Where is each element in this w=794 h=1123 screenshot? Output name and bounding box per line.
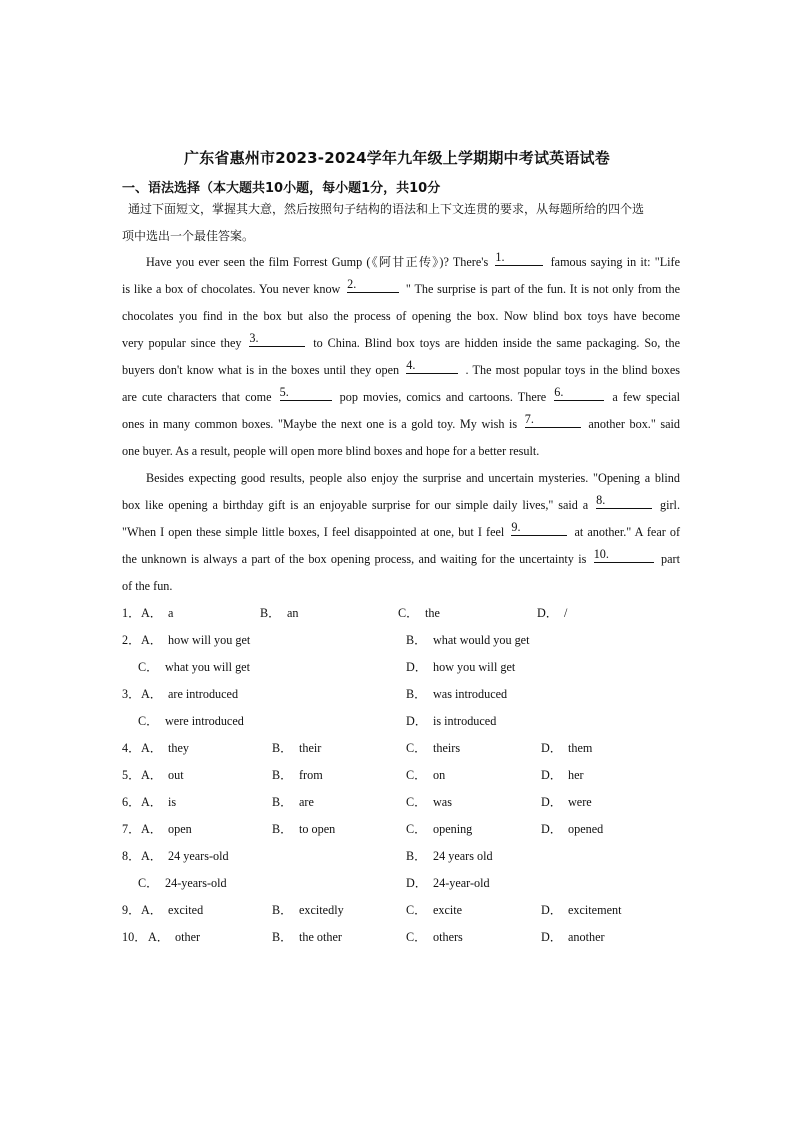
option-letter: D． xyxy=(406,876,427,890)
option-text: they xyxy=(168,741,189,755)
question-row xyxy=(0,627,794,654)
question-number: 1． xyxy=(122,606,141,620)
passage-text: another box." said xyxy=(588,417,681,431)
option-text: from xyxy=(299,768,323,782)
question-row xyxy=(0,789,794,816)
option-letter: D． xyxy=(541,768,562,782)
option-text: are xyxy=(299,795,314,809)
option-letter: B． xyxy=(260,606,281,620)
option-letter: C． xyxy=(138,660,159,674)
passage-line xyxy=(122,573,680,600)
question-number: 8． xyxy=(122,849,141,863)
passage-line xyxy=(122,276,680,303)
answer-blank: 6. xyxy=(554,385,604,401)
answer-blank: 10. xyxy=(594,547,654,563)
option-text: an xyxy=(287,606,299,620)
option-text: were introduced xyxy=(165,714,244,728)
option-text: others xyxy=(433,930,463,944)
option-letter: C． xyxy=(406,768,427,782)
option-letter: D． xyxy=(541,930,562,944)
instruction-line: 通过下面短文，掌握其大意，然后按照句子结构的语法和上下文连贯的要求，从每题所给的四个选 xyxy=(128,202,645,216)
option-letter: A． xyxy=(141,606,162,620)
passage-text: to China. Blind box toys are hidden inside the same packaging. So, the xyxy=(313,336,681,350)
passage-text: at another." A fear of xyxy=(574,525,681,539)
option-letter: D． xyxy=(541,795,562,809)
passage-text: Besides expecting good results, people also enjoy the surprise and uncertain mysteries. "Opening a blind xyxy=(146,471,680,485)
option-letter: C． xyxy=(406,795,427,809)
passage-line xyxy=(122,330,680,357)
option-letter: B． xyxy=(272,903,293,917)
option-letter: C． xyxy=(138,714,159,728)
option-letter: D． xyxy=(406,660,427,674)
question-row xyxy=(0,762,794,789)
passage-text: the unknown is always a part of the box opening process, and waiting for the uncertainty is xyxy=(122,552,587,566)
answer-blank: 9. xyxy=(511,520,567,536)
option-letter: B． xyxy=(272,768,293,782)
option-letter: B． xyxy=(406,687,427,701)
answer-blank: 5. xyxy=(280,385,332,401)
option-text: the xyxy=(425,606,440,620)
passage-line xyxy=(122,249,680,276)
passage-text: " The surprise is part of the fun. It is not only from the xyxy=(405,282,681,296)
option-letter: B． xyxy=(406,633,427,647)
passage-line xyxy=(122,546,680,573)
option-letter: B． xyxy=(272,741,293,755)
option-letter: A． xyxy=(141,768,162,782)
option-text: other xyxy=(175,930,201,944)
option-text: open xyxy=(168,822,192,836)
answer-blank: 1. xyxy=(495,250,543,266)
question-row xyxy=(0,708,794,735)
option-letter: C． xyxy=(406,741,427,755)
question-row xyxy=(0,870,794,897)
passage-line xyxy=(122,357,680,384)
option-text: are introduced xyxy=(168,687,239,701)
passage-line xyxy=(122,384,680,411)
option-letter: B． xyxy=(272,795,293,809)
passage-text: "When I open these simple little boxes, I feel disappointed at one, but I feel xyxy=(122,525,505,539)
option-text: a xyxy=(168,606,174,620)
passage-text: buyers don't know what is in the boxes until they open xyxy=(122,363,400,377)
option-text: 24 years-old xyxy=(168,849,229,863)
option-letter: A． xyxy=(141,822,162,836)
answer-blank: 3. xyxy=(249,331,305,347)
option-text: 24-years-old xyxy=(165,876,227,890)
option-letter: D． xyxy=(406,714,427,728)
option-letter: A． xyxy=(148,930,169,944)
answer-blank: 7. xyxy=(525,412,581,428)
passage-text: famous saying in it: "Life xyxy=(550,255,681,269)
question-row xyxy=(0,600,794,627)
option-text: them xyxy=(568,741,593,755)
option-letter: D． xyxy=(541,903,562,917)
passage-text: ones in many common boxes. "Maybe the next one is a gold toy. My wish is xyxy=(122,417,518,431)
option-text: what you will get xyxy=(165,660,250,674)
option-letter: C． xyxy=(138,876,159,890)
option-letter: A． xyxy=(141,687,162,701)
option-text: excite xyxy=(433,903,463,917)
answer-blank: 2. xyxy=(347,277,399,293)
option-text: how you will get xyxy=(433,660,516,674)
option-letter: A． xyxy=(141,849,162,863)
option-text: opening xyxy=(433,822,473,836)
passage-text: is like a box of chocolates. You never know xyxy=(122,282,341,296)
question-number: 3． xyxy=(122,687,141,701)
option-text: / xyxy=(564,606,568,620)
question-row xyxy=(0,816,794,843)
option-text: was introduced xyxy=(433,687,508,701)
passage-line xyxy=(122,411,680,438)
option-letter: C． xyxy=(406,822,427,836)
option-letter: C． xyxy=(406,930,427,944)
passage-line xyxy=(122,465,680,492)
option-text: their xyxy=(299,741,322,755)
option-text: her xyxy=(568,768,584,782)
option-letter: C． xyxy=(406,903,427,917)
option-letter: A． xyxy=(141,633,162,647)
option-text: is xyxy=(168,795,177,809)
passage-line xyxy=(122,492,680,519)
question-number: 4． xyxy=(122,741,141,755)
option-text: on xyxy=(433,768,446,782)
option-text: theirs xyxy=(433,741,461,755)
option-text: to open xyxy=(299,822,336,836)
passage-line xyxy=(122,303,680,330)
option-letter: C． xyxy=(398,606,419,620)
option-letter: A． xyxy=(141,903,162,917)
question-row xyxy=(0,924,794,951)
instruction-line: 项中选出一个最佳答案。 xyxy=(122,229,255,243)
option-text: was xyxy=(433,795,452,809)
passage-text: are cute characters that come xyxy=(122,390,272,404)
section-heading: 一、语法选择（本大题共10小题，每小题1分，共10分 xyxy=(122,181,441,196)
option-letter: B． xyxy=(272,822,293,836)
passage-text: chocolates you find in the box but also the process of opening the box. Now blind box toys have become xyxy=(122,309,680,323)
passage-line xyxy=(122,438,680,465)
option-letter: D． xyxy=(541,822,562,836)
question-row xyxy=(0,897,794,924)
option-text: what would you get xyxy=(433,633,530,647)
option-text: excitedly xyxy=(299,903,344,917)
option-letter: A． xyxy=(141,795,162,809)
passage-text: part xyxy=(661,552,680,566)
question-number: 7． xyxy=(122,822,141,836)
option-text: excited xyxy=(168,903,204,917)
option-text: out xyxy=(168,768,184,782)
question-number: 6． xyxy=(122,795,141,809)
passage-text: girl. xyxy=(660,498,680,512)
passage-line xyxy=(122,519,680,546)
option-text: opened xyxy=(568,822,604,836)
question-row xyxy=(0,735,794,762)
option-text: another xyxy=(568,930,605,944)
option-text: were xyxy=(568,795,592,809)
option-letter: D． xyxy=(537,606,558,620)
option-text: the other xyxy=(299,930,342,944)
passage-text: pop movies, comics and cartoons. There xyxy=(339,390,547,404)
question-number: 9． xyxy=(122,903,141,917)
option-letter: B． xyxy=(272,930,293,944)
passage-text: very popular since they xyxy=(122,336,242,350)
question-row xyxy=(0,654,794,681)
question-number: 5． xyxy=(122,768,141,782)
exam-title: 广东省惠州市2023-2024学年九年级上学期期中考试英语试卷 xyxy=(184,149,610,167)
option-text: 24-year-old xyxy=(433,876,490,890)
question-row xyxy=(0,843,794,870)
passage-text: Have you ever seen the film Forrest Gump (《阿甘正传》)? There's xyxy=(146,255,489,269)
passage-text: . The most popular toys in the blind boxes xyxy=(465,363,680,377)
option-letter: B． xyxy=(406,849,427,863)
answer-blank: 8. xyxy=(596,493,652,509)
option-letter: D． xyxy=(541,741,562,755)
option-text: is introduced xyxy=(433,714,497,728)
option-letter: A． xyxy=(141,741,162,755)
question-row xyxy=(0,681,794,708)
question-number: 10． xyxy=(122,930,147,944)
passage-text: box like opening a birthday gift is an enjoyable surprise for our simple daily lives," said a xyxy=(122,498,589,512)
question-number: 2． xyxy=(122,633,141,647)
passage-text: one buyer. As a result, people will open more blind boxes and hope for a better result. xyxy=(122,444,540,458)
passage-text: a few special xyxy=(612,390,681,404)
option-text: excitement xyxy=(568,903,622,917)
passage-text: of the fun. xyxy=(122,579,173,593)
option-text: how will you get xyxy=(168,633,251,647)
option-text: 24 years old xyxy=(433,849,493,863)
answer-blank: 4. xyxy=(406,358,458,374)
